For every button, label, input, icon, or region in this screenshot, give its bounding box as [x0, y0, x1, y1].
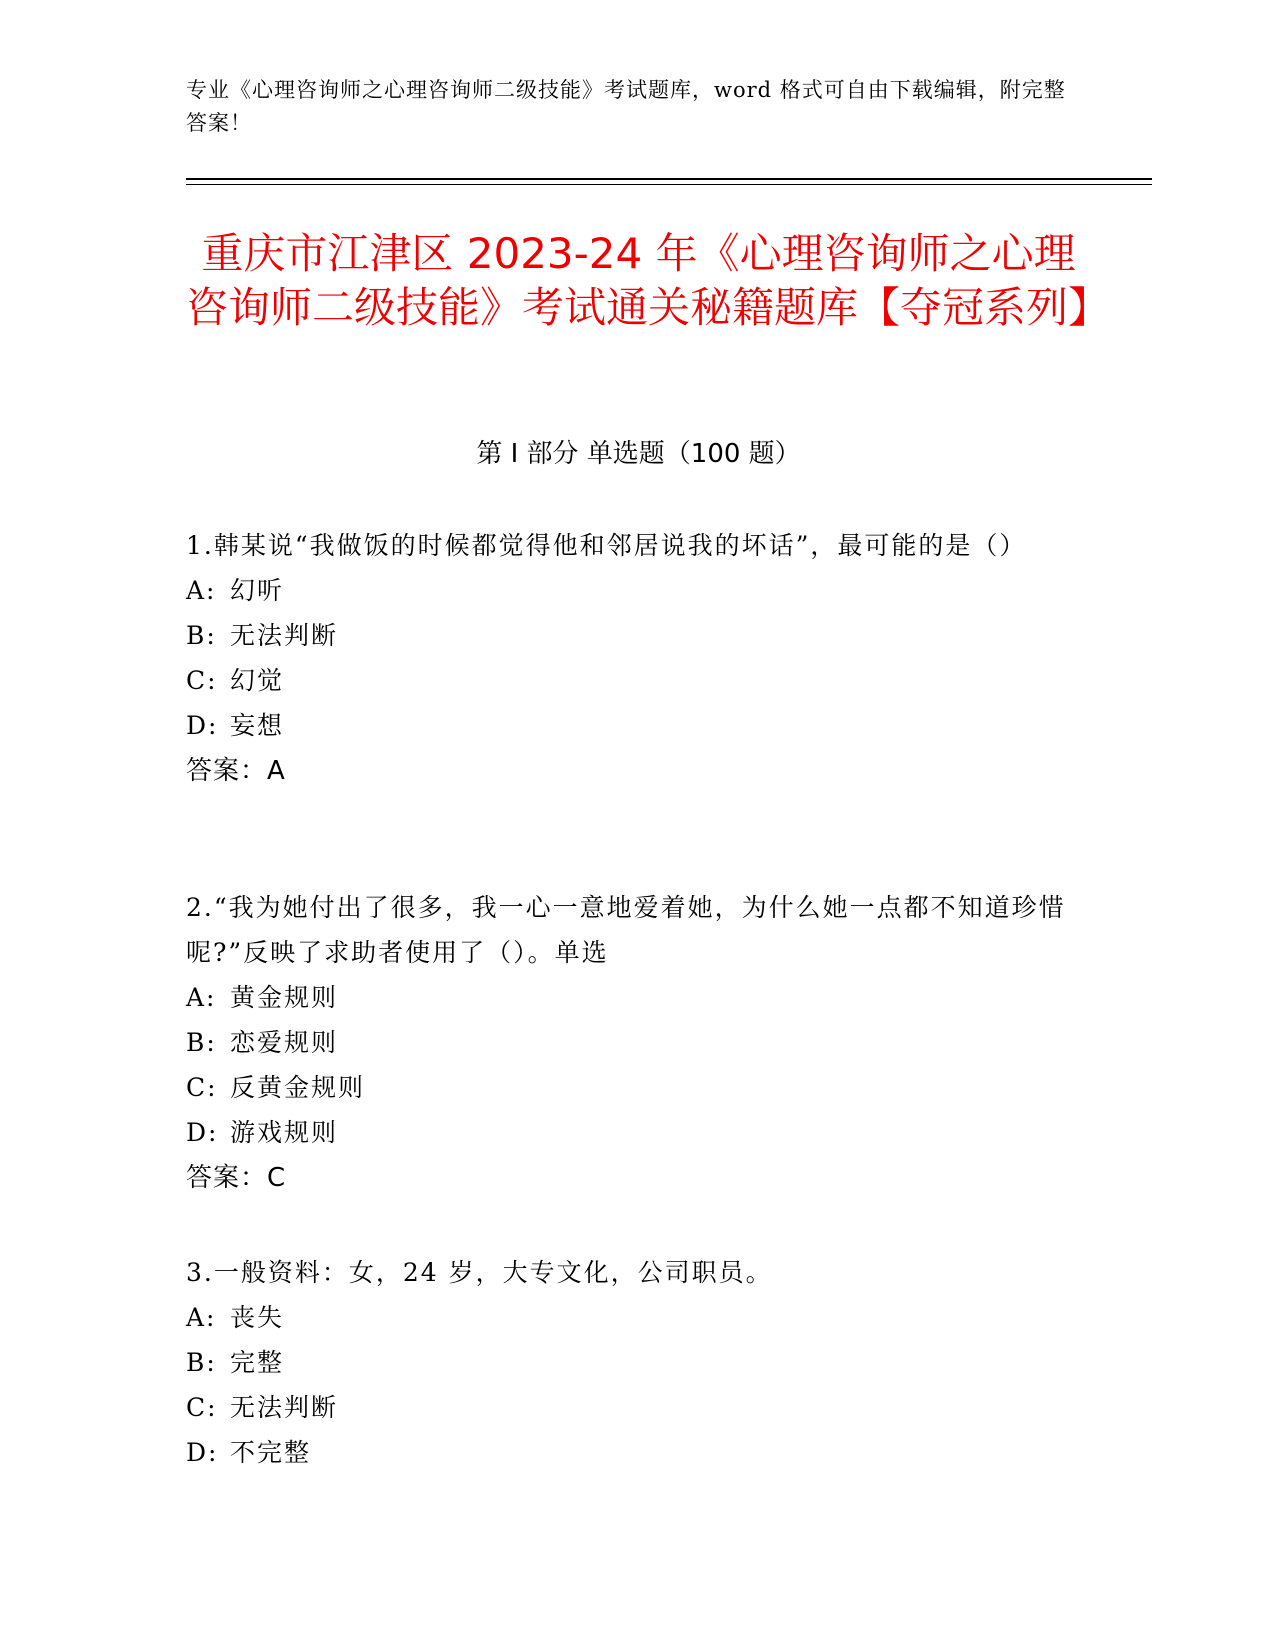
- header-rule-thick: [186, 178, 1152, 180]
- option-text: 丧失: [230, 1303, 285, 1332]
- option-text: 游戏规则: [230, 1118, 339, 1147]
- document-title: 重庆市江津区 2023-24 年《心理咨询师之心理咨询师二级技能》考试通关秘籍题库【夺冠系列】: [186, 229, 1111, 332]
- option-label: A:: [186, 1303, 217, 1332]
- option-c: [186, 1385, 1066, 1430]
- question-stem: 3.一般资料：女，24 岁，大专文化，公司职员。: [186, 1258, 773, 1287]
- option-label: C:: [186, 1073, 218, 1102]
- option-a: [186, 568, 1066, 613]
- option-text: 反黄金规则: [230, 1073, 366, 1102]
- option-text: 黄金规则: [230, 983, 339, 1012]
- option-label: B:: [186, 621, 217, 650]
- question-3: [186, 1250, 1066, 1475]
- section-title: 第 I 部分 单选题（100 题）: [476, 439, 801, 469]
- option-b: [186, 1340, 1066, 1385]
- option-text: 无法判断: [230, 1393, 339, 1422]
- option-label: D:: [186, 1438, 219, 1467]
- option-d: [186, 1430, 1066, 1475]
- question-stem: 1.韩某说“我做饭的时候都觉得他和邻居说我的坏话”，最可能的是（）: [186, 531, 1027, 560]
- question-1: [186, 523, 1066, 794]
- option-label: A:: [186, 576, 217, 605]
- option-text: 幻觉: [230, 666, 285, 695]
- option-label: B:: [186, 1348, 217, 1377]
- option-text: 恋爱规则: [230, 1028, 339, 1057]
- option-text: 完整: [230, 1348, 285, 1377]
- answer-line: 答案：A: [186, 756, 286, 786]
- option-text: 妄想: [230, 711, 285, 740]
- option-label: C:: [186, 1393, 218, 1422]
- header-rule-thin: [186, 184, 1152, 185]
- option-label: B:: [186, 1028, 217, 1057]
- option-label: D:: [186, 711, 219, 740]
- option-d: [186, 1110, 1066, 1155]
- header-note: 专业《心理咨询师之心理咨询师二级技能》考试题库，word 格式可自由下载编辑，附完整答案！: [186, 78, 1066, 135]
- question-stem: 2.“我为她付出了很多，我一心一意地爱着她，为什么她一点都不知道珍惜呢?”反映了求助者使用了（）。单选: [186, 893, 1066, 967]
- option-b: [186, 1020, 1066, 1065]
- option-c: [186, 658, 1066, 703]
- option-a: [186, 1295, 1066, 1340]
- option-label: C:: [186, 666, 218, 695]
- option-b: [186, 613, 1066, 658]
- option-text: 无法判断: [230, 621, 339, 650]
- question-2: [186, 885, 1066, 1201]
- option-label: A:: [186, 983, 217, 1012]
- option-text: 幻听: [230, 576, 285, 605]
- option-text: 不完整: [230, 1438, 312, 1467]
- option-a: [186, 975, 1066, 1020]
- option-d: [186, 703, 1066, 748]
- option-label: D:: [186, 1118, 219, 1147]
- answer-line: 答案：C: [186, 1163, 287, 1193]
- option-c: [186, 1065, 1066, 1110]
